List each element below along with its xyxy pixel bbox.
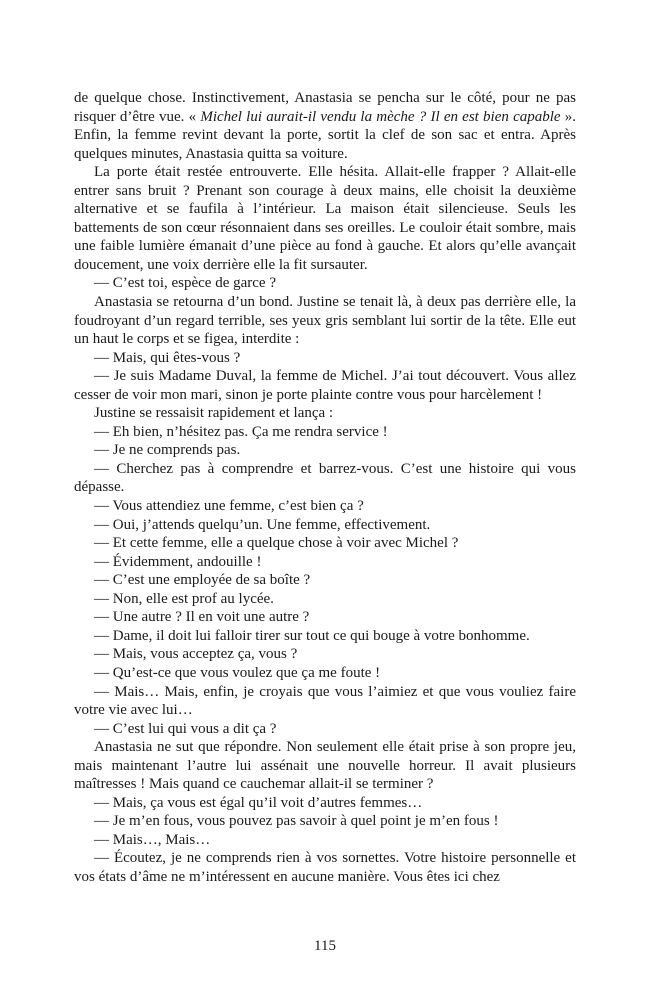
paragraph	[74, 274, 576, 293]
text-run: ». Enfin, la femme revint devant la porte, sortit la clef de son sac et entra. Après quelques minutes, Anastasia quitta sa voiture.	[74, 108, 577, 162]
paragraph	[74, 553, 576, 572]
text-run: — Mais… Mais, enfin, je croyais que vous l’aimiez et que vous vouliez faire votre vie avec lui…	[74, 683, 576, 719]
text-run: de quelque chose. Instinctivement, Anastasia se pencha sur le côté, pour ne pas risquer d’être vue. «	[74, 90, 576, 125]
text-run: Anastasia se retourna d’un bond. Justine se tenait là, à deux pas derrière elle, la foudroyant d’un regard terrible, ses yeux gris semblant lui sortir de la tête. Elle eut un haut le corps et se figea, interdite :	[74, 294, 576, 348]
text-run: — Évidemment, andouille !	[94, 553, 262, 570]
page-number: 115	[314, 938, 336, 954]
text-run: La porte était restée entrouverte. Elle hésita. Allait-elle frapper ? Allait-elle entrer sans bruit ? Prenant son courage à deux mains, elle choisit la deuxième alternative et se faufila à l’intérieur. La maison était silencieuse. Seuls les battements de son cœur résonnaient dans ses oreilles. Le couloir était sombre, mais une faible lumière émanait d’une pièce au fond à gauche. Et alors qu’elle avançait doucement, une voix derrière elle la fit sursauter.	[74, 164, 576, 273]
paragraph	[74, 849, 576, 886]
paragraph	[74, 831, 576, 850]
text-run: — Non, elle est prof au lycée.	[94, 590, 274, 607]
paragraph	[74, 404, 576, 423]
text-run: — Écoutez, je ne comprends rien à vos sornettes. Votre histoire personnelle et vos états d’âme ne m’intéressent en aucune manière. Vous êtes ici chez	[74, 850, 576, 885]
text-run: — Cherchez pas à comprendre et barrez-vous. C’est une histoire qui vous dépasse.	[74, 460, 576, 496]
paragraph	[74, 497, 576, 516]
text-run: — Je suis Madame Duval, la femme de Michel. J’ai tout découvert. Vous allez cesser de voir mon mari, sinon je porte plainte contre vous pour harcèlement !	[74, 368, 576, 403]
text-run: — C’est toi, espèce de garce ?	[94, 275, 276, 292]
text-run: — Mais…, Mais…	[94, 831, 211, 848]
text-run: — Une autre ? Il en voit une autre ?	[94, 609, 310, 626]
paragraph	[74, 441, 576, 460]
paragraph	[74, 812, 576, 831]
text-run: — Dame, il doit lui falloir tirer sur tout ce qui bouge à votre bonhomme.	[94, 627, 530, 644]
paragraph	[74, 534, 576, 553]
paragraph	[74, 720, 576, 739]
text-run: — Qu’est-ce que vous voulez que ça me foute !	[94, 664, 381, 681]
paragraph	[74, 664, 576, 683]
italic-text-run: Michel lui aurait-il vendu la mèche ? Il en est bien capable	[200, 108, 561, 125]
text-run: Anastasia ne sut que répondre. Non seulement elle était prise à son propre jeu, mais maintenant l’autre lui assénait une nouvelle horreur. Il avait plusieurs maîtresses ! Mais quand ce cauchemar allait-il se terminer ?	[74, 739, 576, 793]
paragraph	[74, 608, 576, 627]
text-run: — Mais, vous acceptez ça, vous ?	[94, 646, 298, 663]
paragraph	[74, 683, 576, 720]
text-run: — C’est lui qui vous a dit ça ?	[94, 720, 277, 737]
paragraph	[74, 367, 576, 404]
text-run: — Mais, qui êtes-vous ?	[94, 349, 241, 366]
paragraph	[74, 460, 576, 497]
paragraph	[74, 423, 576, 442]
text-run: — Et cette femme, elle a quelque chose à voir avec Michel ?	[94, 535, 459, 552]
paragraph	[74, 794, 576, 813]
paragraph	[74, 645, 576, 664]
paragraph	[74, 89, 576, 163]
paragraph	[74, 516, 576, 535]
text-run: Justine se ressaisit rapidement et lança :	[94, 405, 334, 422]
text-run: — Eh bien, n’hésitez pas. Ça me rendra service !	[94, 423, 388, 440]
paragraph	[74, 590, 576, 609]
paragraph	[74, 571, 576, 590]
paragraph	[74, 738, 576, 794]
text-run: — Vous attendiez une femme, c’est bien ça ?	[94, 498, 364, 515]
text-run: — Je m’en fous, vous pouvez pas savoir à quel point je m’en fous !	[94, 813, 499, 830]
text-run: — Je ne comprends pas.	[94, 442, 241, 459]
paragraph	[74, 349, 576, 368]
text-run: — Oui, j’attends quelqu’un. Une femme, effectivement.	[94, 516, 431, 533]
text-run: — Mais, ça vous est égal qu’il voit d’autres femmes…	[94, 794, 423, 811]
paragraph	[74, 293, 576, 349]
paragraph	[74, 163, 576, 274]
text-run: — C’est une employée de sa boîte ?	[94, 572, 311, 589]
body-text	[74, 89, 576, 887]
paragraph	[74, 627, 576, 646]
